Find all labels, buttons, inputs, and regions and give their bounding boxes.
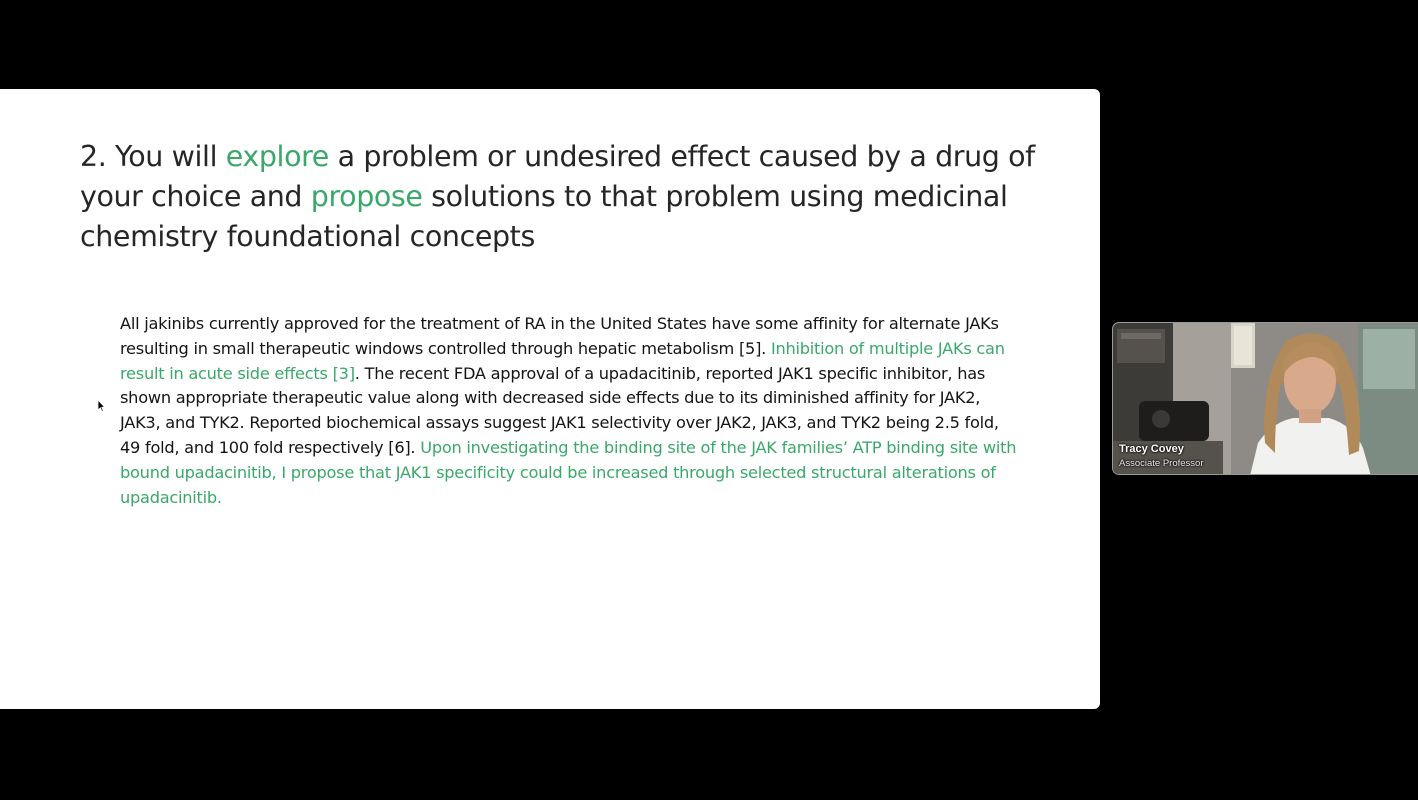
mouse-pointer-icon (97, 400, 105, 412)
presentation-slide (0, 89, 1100, 709)
title-highlight-explore: explore (225, 140, 329, 173)
body-highlight-proposal: Upon investigating the binding site of the JAK families’ ATP binding site with bound upadacinitib, I propose that JAK1 specificity could be increased through selected structural alterations of upadacinitib. (120, 437, 1017, 507)
title-part: a problem or undesired effect caused by a drug of your choice and (80, 140, 1035, 213)
participant-name: Tracy Covey (1119, 443, 1184, 455)
body-text: . The recent FDA approval of a upadacitinib, reported JAK1 specific inhibitor, has shown appropriate therapeutic value along with decreased side effects due to its diminished affinity for JAK2, JAK3, and TYK2. Reported biochemical assays suggest JAK1 selectivity over JAK2, JAK3, and TYK2 being 2.5 fold, 49 fold, and 100 fold respectively [6]. (120, 363, 999, 457)
participant-video-tile[interactable] (1112, 322, 1418, 475)
slide-title (80, 137, 1040, 257)
title-highlight-propose: propose (310, 180, 423, 213)
title-part: solutions to that problem using medicinal chemistry foundational concepts (80, 180, 1008, 253)
slide-body-paragraph (120, 312, 1020, 510)
participant-role: Associate Professor (1119, 458, 1204, 469)
title-part: 2. You will (80, 140, 226, 173)
body-highlight-side-effects: Inhibition of multiple JAKs can result in acute side effects [3] (120, 338, 1005, 383)
body-text: All jakinibs currently approved for the treatment of RA in the United States have some affinity for alternate JAKs resulting in small therapeutic windows controlled through hepatic metabolism [5]. (120, 314, 999, 358)
